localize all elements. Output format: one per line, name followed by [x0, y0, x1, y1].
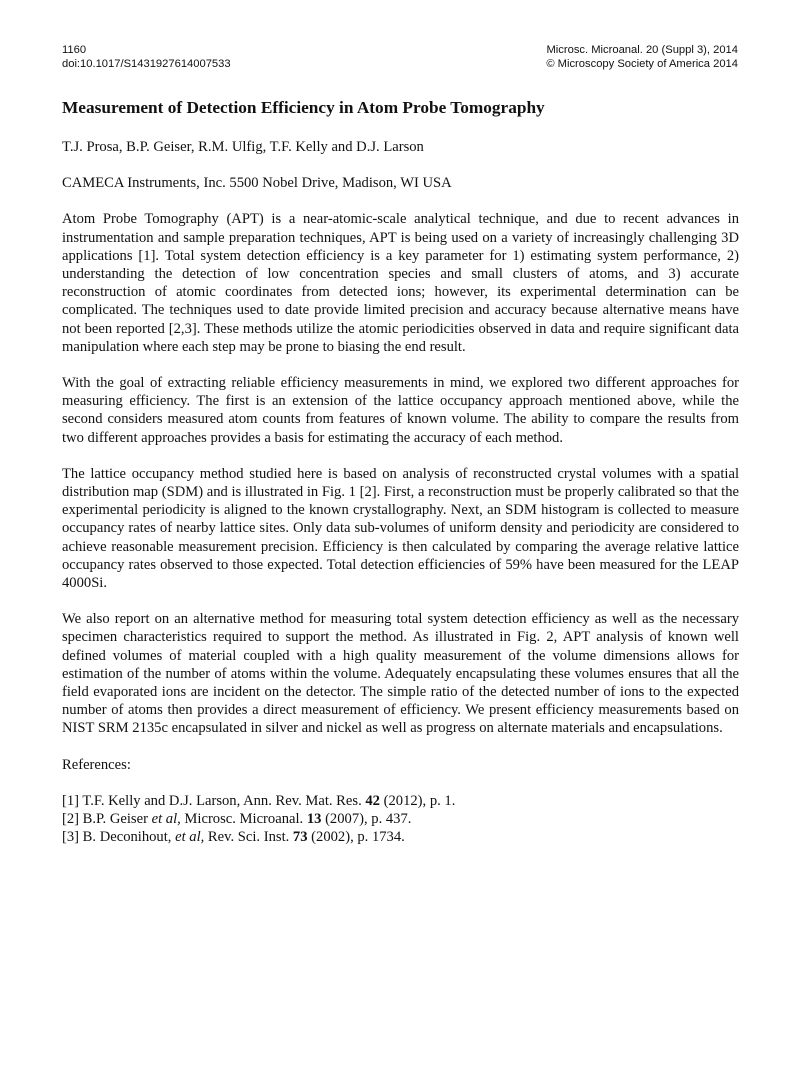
reference-journal: Rev. Sci. Inst.: [204, 829, 293, 846]
article-body: [62, 98, 739, 847]
author-list: T.J. Prosa, B.P. Geiser, R.M. Ulfig, T.F. Kelly and D.J. Larson: [62, 139, 424, 155]
reference-text: [1] T.F. Kelly and D.J. Larson, Ann. Rev. Mat. Res.: [62, 792, 366, 809]
reference-item: [62, 810, 739, 828]
reference-tail: (2002), p. 1734.: [307, 829, 405, 846]
reference-volume: 73: [292, 829, 308, 846]
copyright-notice: © Microscopy Society of America 2014: [546, 57, 738, 70]
reference-volume: 13: [306, 811, 322, 828]
header-left: [62, 44, 231, 71]
paragraph-approaches: With the goal of extracting reliable efficiency measurements in mind, we explored two different approaches for measuring efficiency. The first is an extension of the lattice occupancy approach mentioned above, while the second considers measured atom counts from features of known volume. The ability to compare the results from two different approaches provides a basis for estimating the accuracy of each method.: [62, 375, 739, 446]
doi: doi:10.1017/S1431927614007533: [62, 57, 231, 70]
paragraph-alternative-method: We also report on an alternative method for measuring total system detection efficiency as well as the necessary specimen characteristics required to support the method. As illustrated in Fig. 2, APT analysis of known well defined volumes of material coupled with a high quality measurement of the volume dimensions allows for estimation of the number of atoms within the volume. Adequately encapsulating these volumes ensures that all the field evaporated ions are incident on the detector. The simple ratio of the detected number of ions to the expected number of atoms then provides a direct measurement of efficiency. We present efficiency measurements based on NIST SRM 2135c encapsulated in silver and nickel as well as progress on alternate materials and encapsulations.: [62, 611, 739, 737]
affiliation: CAMECA Instruments, Inc. 5500 Nobel Drive, Madison, WI USA: [62, 175, 452, 192]
reference-item: [62, 828, 739, 846]
reference-text: [3] B. Deconihout,: [62, 829, 176, 846]
paragraph-intro: Atom Probe Tomography (APT) is a near-atomic-scale analytical technique, and due to recent advances in instrumentation and sample preparation techniques, APT is being used on a variety of increasingly challenging 3D applications [1]. Total system detection efficiency is a key parameter for 1) estimating system performance, 2) understanding the detection of low concentration species and small clusters of atoms, and 3) accurate reconstruction of atomic coordinates from detected ions; however, its experimental determination can be complicated. The techniques used to date provide limited precision and accuracy because alternative means have not been reported [2,3]. These methods utilize the atomic periodicities observed in data and require significant data manipulation where each step may be prone to biasing the end result.: [62, 211, 739, 355]
paragraph-lattice-method: The lattice occupancy method studied here is based on analysis of reconstructed crystal volumes with a spatial distribution map (SDM) and is illustrated in Fig. 1 [2]. First, a reconstruction must be properly calibrated so that the experimental periodicity is aligned to the known crystallography. Next, an SDM histogram is collected to measure occupancy rates of nearby lattice sites. Only data sub-volumes of uniform density and periodicity are considered to achieve reasonable measurement precision. Efficiency is then calculated by comparing the average relative lattice occupancy rates observed to those expected. Total detection efficiencies of 59% have been measured for the LEAP 4000Si.: [62, 465, 739, 592]
reference-item: [62, 792, 739, 810]
reference-tail: (2007), p. 437.: [321, 811, 412, 828]
reference-etal: et al,: [151, 811, 181, 828]
header-right: [546, 44, 738, 71]
reference-text: [2] B.P. Geiser: [62, 811, 152, 828]
journal-citation: Microsc. Microanal. 20 (Suppl 3), 2014: [546, 44, 738, 56]
paper-title: Measurement of Detection Efficiency in Atom Probe Tomography: [62, 98, 545, 117]
reference-volume: 42: [365, 792, 380, 809]
page-number: 1160: [62, 44, 87, 56]
references-heading: References:: [62, 756, 131, 773]
reference-journal: Microsc. Microanal.: [180, 811, 307, 828]
reference-tail: (2012), p. 1.: [379, 792, 456, 809]
reference-etal: et al,: [175, 829, 205, 846]
